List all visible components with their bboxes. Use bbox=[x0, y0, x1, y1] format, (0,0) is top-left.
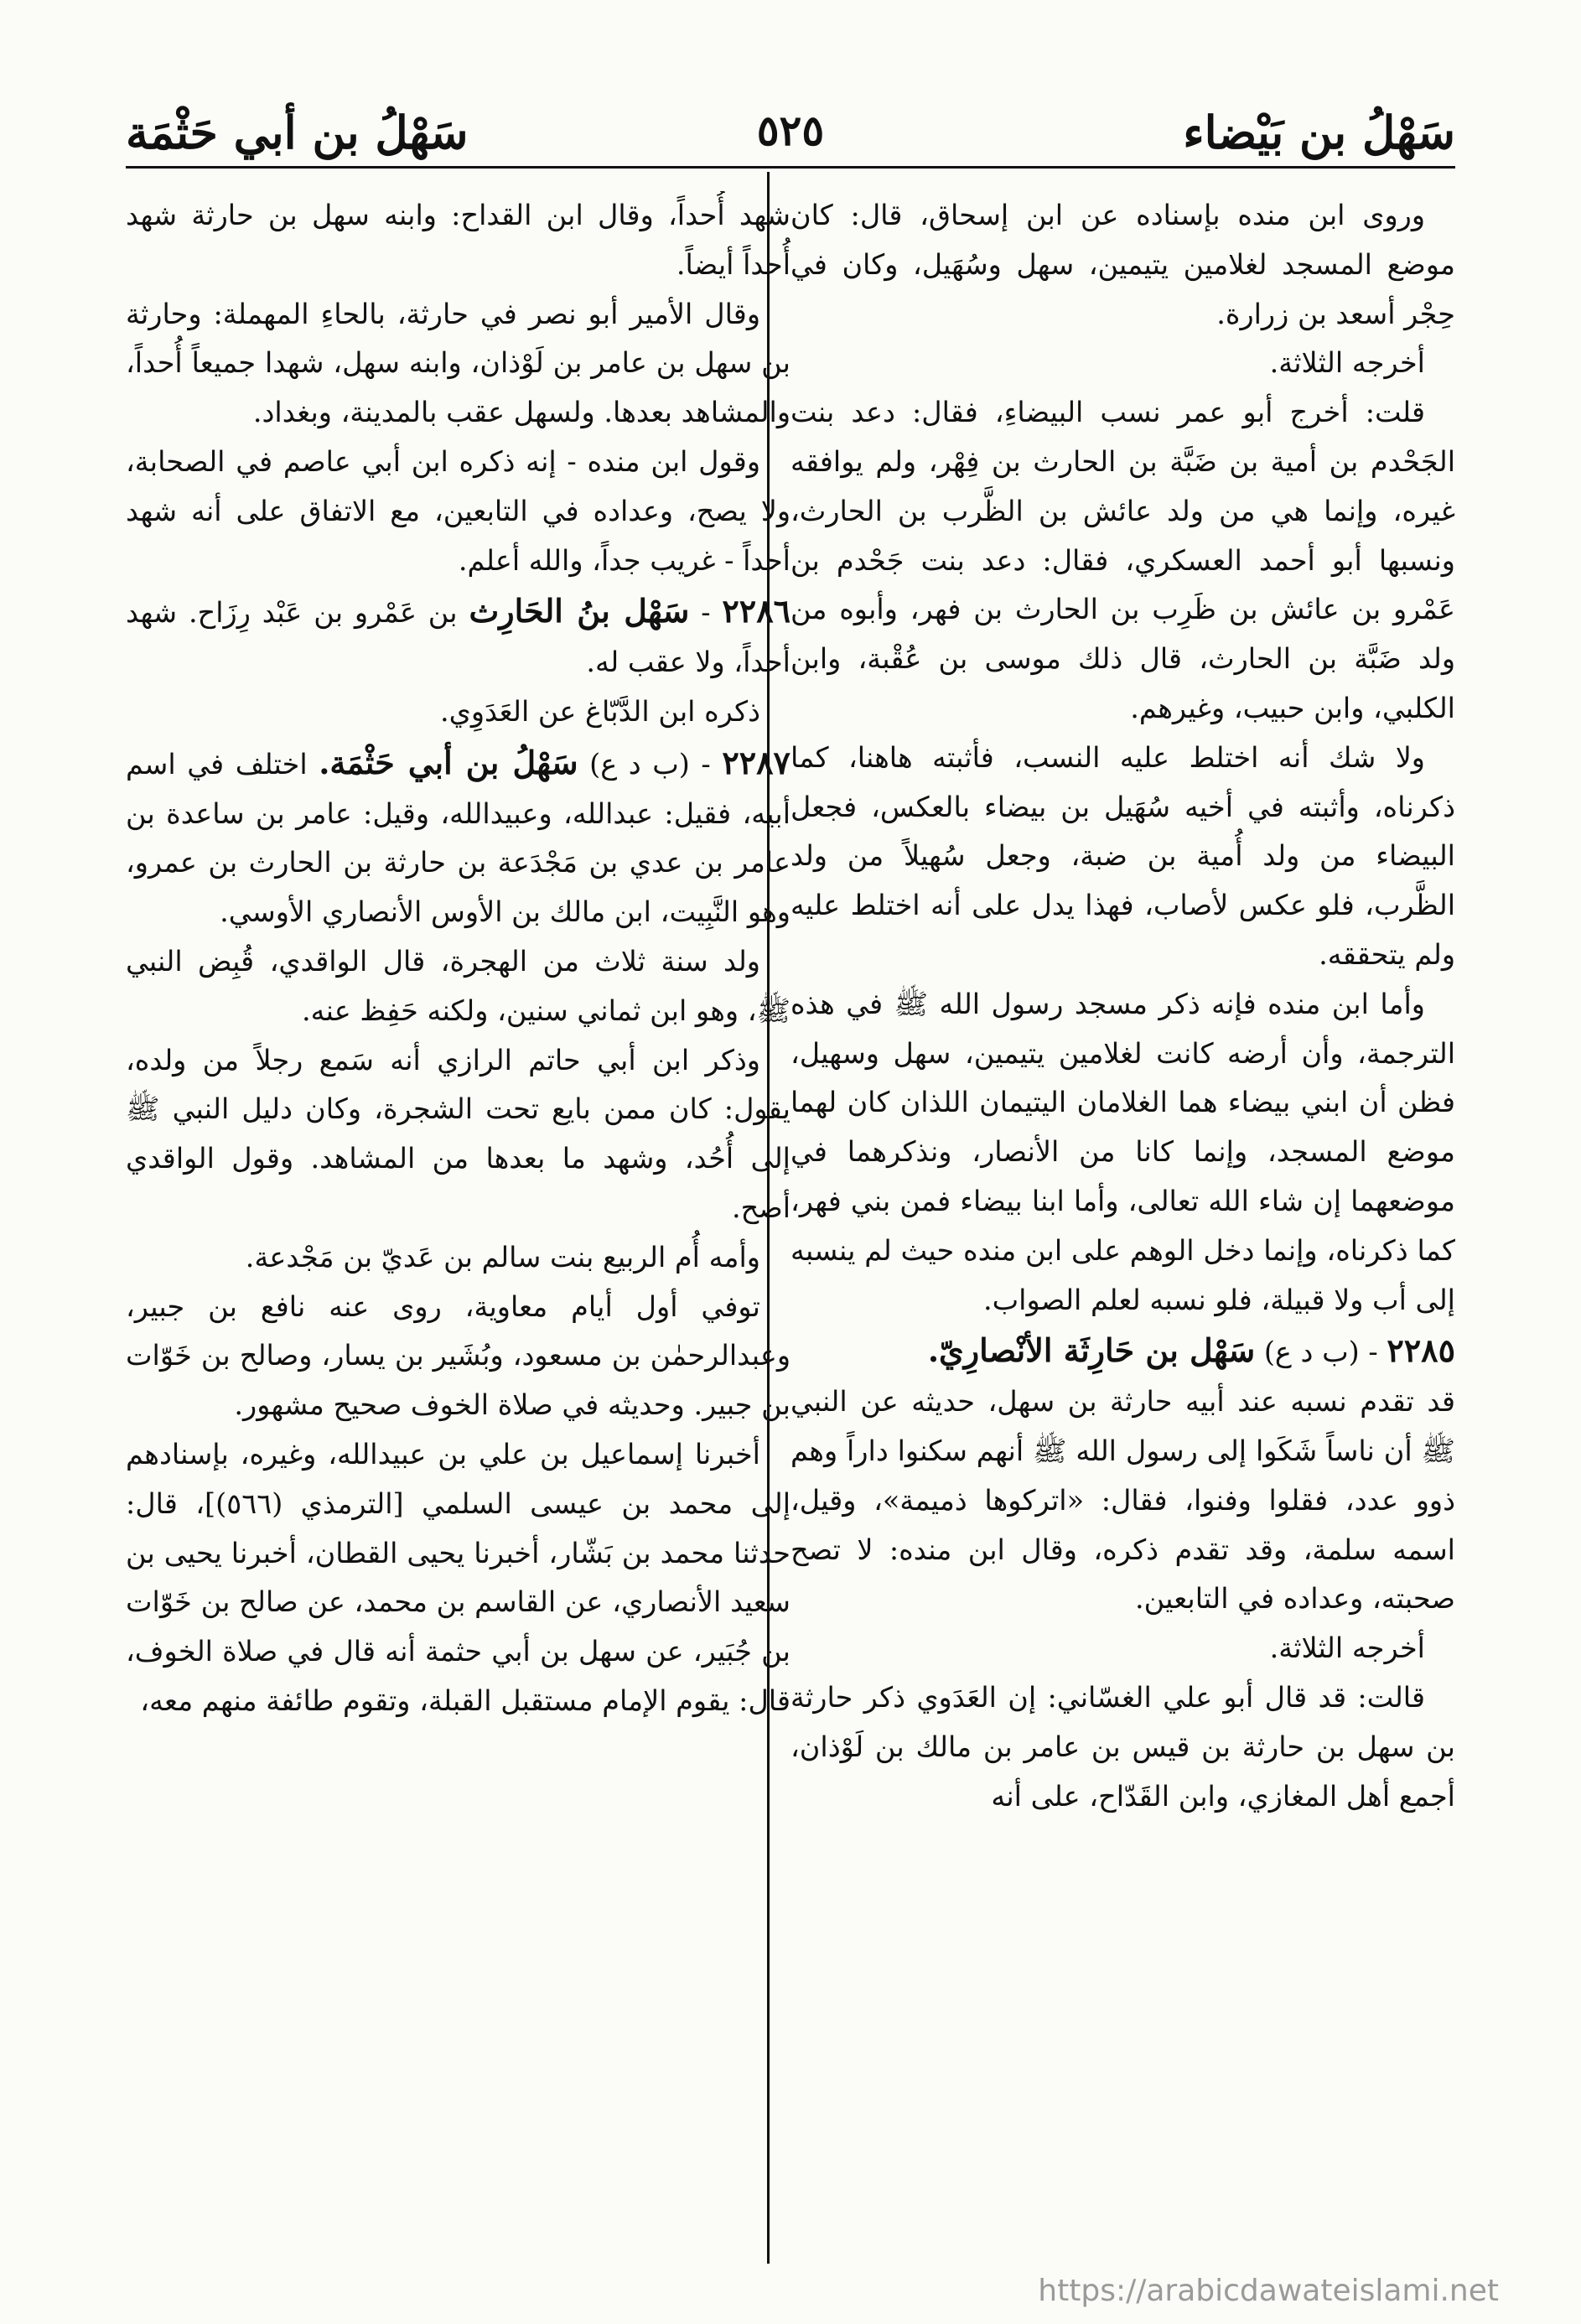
entry-number: ٢٢٨٦ bbox=[722, 592, 790, 630]
entry-sigla: - bbox=[701, 596, 711, 630]
entry-sigla: - (ب د ع) bbox=[589, 747, 711, 781]
page-header bbox=[126, 99, 1455, 169]
entry-name: سَهْل بن حَارِثَة الأنْصارِيّ. bbox=[927, 1331, 1256, 1370]
paragraph: وأمه أُم الربيع بنت سالم بن عَديّ بن مَجْدعة. bbox=[245, 1240, 760, 1274]
entry-number: ٢٢٨٥ bbox=[1387, 1331, 1455, 1370]
paragraph: وأما ابن منده فإنه ذكر مسجد رسول الله ﷺ في هذه الترجمة، وأن أرضه كانت لغلامين يتيمين، سهل وسهيل، فظن أن ابني بيضاء هما الغلامان اليتيمان اللذان كان لهما موضع المسجد، وإنما كانا من الأنصار، ونذكرهما في موضعهما إن شاء الله تعالى، وأما ابنا بيضاء فمن بني فهر، كما ذكرناه، وإنما دخل الوهم على ابن منده حيث لم ينسبه إلى أب ولا قبيلة، فلو نسبه لعلم الصواب. bbox=[790, 987, 1455, 1316]
entry-name: سَهْل بنُ الحَارِث bbox=[469, 592, 690, 630]
paragraph: توفي أول أيام معاوية، روى عنه نافع بن جبير، وعبدالرحمٰن بن مسعود، وبُشَير بن يسار، وصالح بن خَوّات بن جبير. وحديثه في صلاة الخوف صحيح مشهور. bbox=[126, 1289, 790, 1422]
paragraph: وقول ابن منده - إنه ذكره ابن أبي عاصم في الصحابة، ولا يصح، وعداده في التابعين، مع الاتفاق على أنه شهد أحداً - غريب جداً، والله أعلم. bbox=[126, 444, 790, 577]
paragraph: وقال الأمير أبو نصر في حارثة، بالحاءِ المهملة: وحارثة بن سهل بن عامر بن لَوْذان، وابنه سهل، شهدا جميعاً أُحداً، والمشاهد بعدها. ولسهل عقب بالمدينة، وبغداد. bbox=[126, 297, 790, 429]
paragraph: ذكره ابن الدَّبّاغ عن العَدَوِي. bbox=[439, 694, 760, 728]
entry-text: بن عَمْرو بن عَبْد رِزَاح. شهد أحداً، ولا عقب له. bbox=[126, 596, 790, 679]
paragraph: أخرجه الثلاثة. bbox=[1269, 346, 1425, 380]
entry-2285-heading bbox=[790, 1326, 1455, 1377]
entry-2286 bbox=[126, 587, 790, 687]
entry-number: ٢٢٨٧ bbox=[722, 743, 790, 781]
paragraph: قالت: قد قال أبو علي الغسّاني: إن العَدَوي ذكر حارثة بن سهل بن حارثة بن قيس بن عامر بن مالك بن لَوْذان، أجمع أهل المغازي، وابن القَدّاح، على أنه bbox=[790, 1680, 1455, 1813]
page-number: ٥٢٥ bbox=[756, 106, 825, 155]
paragraph: ولد سنة ثلاث من الهجرة، قال الواقدي، قُبِض النبي ﷺ، وهو ابن ثماني سنين، ولكنه حَفِظ عنه. bbox=[126, 944, 790, 1027]
left-column bbox=[126, 191, 790, 2262]
watermark-url: https://arabicdawateislami.net bbox=[1038, 2274, 1499, 2308]
entry-2287 bbox=[126, 739, 790, 937]
paragraph: قد تقدم نسبه عند أبيه حارثة بن سهل، حديثه عن النبي ﷺ أن ناساً شَكَوا إلى رسول الله ﷺ أنهم سكنوا داراً وهم ذوو عدد، فقلوا وفنوا، فقال: «اتركوها ذميمة»، وقيل، اسمه سلمة، وقد تقدم ذكره، وقال ابن منده: لا تصح صحبته، وعداده في التابعين. bbox=[790, 1385, 1455, 1616]
paragraph: شهد أُحداً، وقال ابن القداح: وابنه سهل بن حارثة شهد أُحداً أيضاً. bbox=[126, 199, 790, 281]
paragraph: قلت: أخرج أبو عمر نسب البيضاءِ، فقال: دعد بنت الجَحْدم بن أمية بن ضَبَّة بن الحارث بن فِهْر، ولم يوافقه غيره، وإنما هي من ولد عائش بن الظَّرب بن الحارث، ونسبها أبو أحمد العسكري، فقال: دعد بنت جَحْدم بن عَمْرو بن عائش بن ظَرِب بن الحارث بن فهر، وأبوه من ولد ضَبَّة بن الحارث، قال ذلك موسى بن عُقْبة، وابن الكلبي، وابن حبيب، وغيرهم. bbox=[790, 396, 1455, 724]
paragraph: أخبرنا إسماعيل بن علي بن عبيدالله، وغيره، بإسنادهم إلى محمد بن عيسى السلمي [الترمذي (٥٦٦)]، قال: حدثنا محمد بن بَشّار، أخبرنا يحيى القطان، أخبرنا يحيى بن سعيد الأنصاري، عن القاسم بن محمد، عن صالح بن خَوّات بن جُبَير، عن سهل بن أبي حثمة أنه قال في صلاة الخوف، قال: يقوم الإمام مستقبل القبلة، وتقوم طائفة منهم معه، bbox=[126, 1437, 790, 1717]
entry-name: سَهْلُ بن أبي حَثْمَة. bbox=[319, 743, 578, 781]
right-column bbox=[790, 191, 1455, 2262]
running-title-right: سَهْلُ بن بَيْضاء bbox=[1183, 106, 1455, 159]
entry-text: اختلف في اسم أبيه، فقيل: عبدالله، وعبيدالله، وقيل: عامر بن ساعدة بن عامر بن عدي بن مَجْدَعة بن حارثة بن الحارث بن عمرو، وهو النَّبِيت، ابن مالك بن الأوس الأنصاري الأوسي. bbox=[126, 747, 790, 929]
paragraph: ولا شك أنه اختلط عليه النسب، فأثبته هاهنا، كما ذكرناه، وأثبته في أخيه سُهَيل بن بيضاء بالعكس، فجعل البيضاء من ولد أُمية بن ضبة، وجعل سُهيلاً من ولد الظَّرب، فلو عكس لأصاب، فهذا يدل على أنه اختلط عليه ولم يتحققه. bbox=[790, 740, 1455, 971]
paragraph: وروى ابن منده بإسناده عن ابن إسحاق، قال: كان موضع المسجد لغلامين يتيمين، سهل وسُهَيل، وكان في حِجْر أسعد بن زرارة. bbox=[790, 199, 1455, 330]
running-title-left: سَهْلُ بن أبي حَثْمَة bbox=[126, 106, 469, 159]
entry-sigla: - (ب د ع) bbox=[1263, 1336, 1378, 1369]
paragraph: وذكر ابن أبي حاتم الرازي أنه سَمع رجلاً من ولده، يقول: كان ممن بايع تحت الشجرة، وكان دليل النبي ﷺ إلى أُحُد، وشهد ما بعدها من المشاهد. وقول الواقدي أصح. bbox=[126, 1043, 790, 1224]
paragraph: أخرجه الثلاثة. bbox=[1269, 1631, 1425, 1665]
